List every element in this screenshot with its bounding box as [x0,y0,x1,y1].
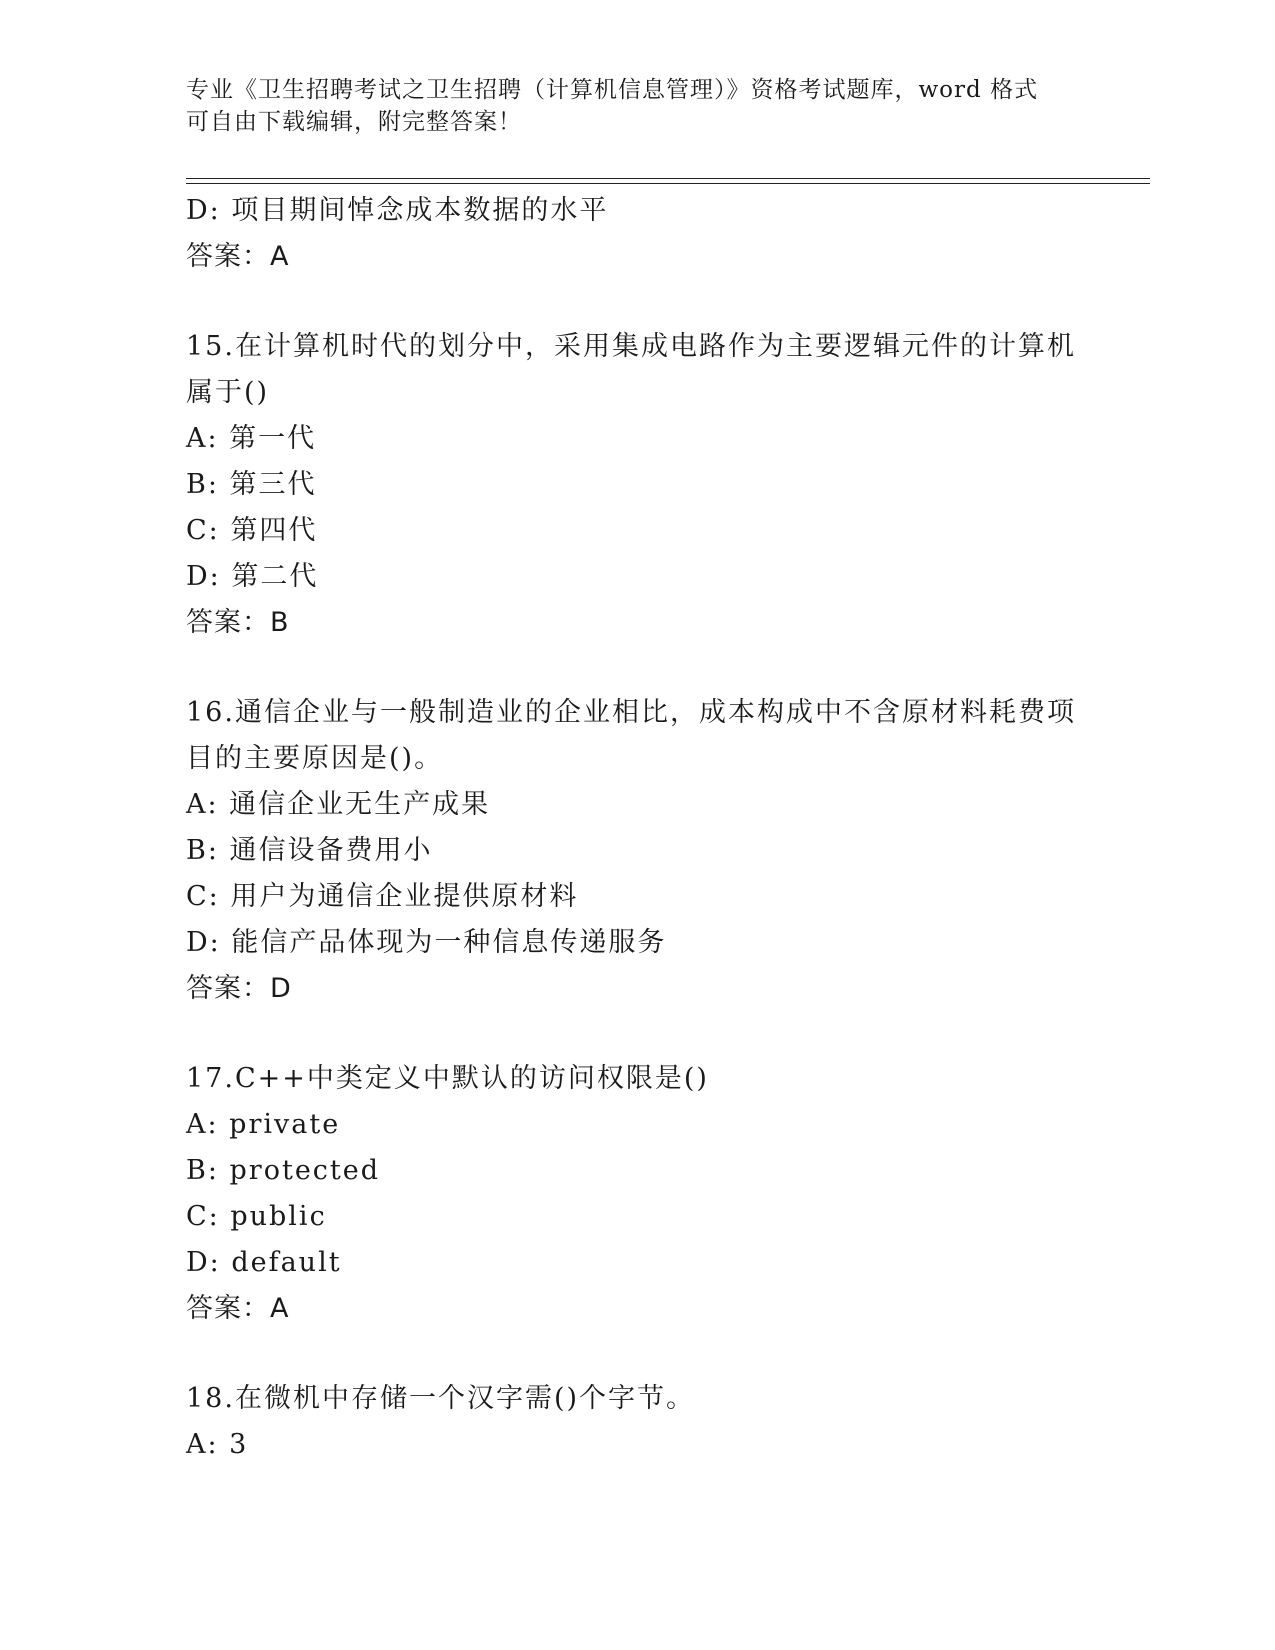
option-b: B: protected [186,1155,381,1186]
option-a: A: 第一代 [186,423,317,454]
question-text: 17.C++中类定义中默认的访问权限是() [186,1063,709,1094]
header-divider-bottom [186,183,1150,184]
option-d: D: 项目期间悼念成本数据的水平 [186,195,609,226]
document-header [186,74,1086,138]
question-text-continued: 属于() [186,377,270,408]
document-body [186,188,1086,1468]
header-divider-top [186,178,1150,179]
header-line-2: 可自由下载编辑，附完整答案！ [186,109,522,135]
option-d: D: 能信产品体现为一种信息传递服务 [186,927,667,958]
option-a: A: 通信企业无生产成果 [186,789,491,820]
option-d: D: default [186,1247,342,1278]
question-18 [186,1376,1086,1468]
question-14-tail [186,188,1086,280]
answer-line: 答案：A [186,241,290,272]
header-line-1: 专业《卫生招聘考试之卫生招聘（计算机信息管理）》资格考试题库，word 格式 [186,77,1039,103]
question-text: 15.在计算机时代的划分中，采用集成电路作为主要逻辑元件的计算机 [186,331,1076,362]
option-a: A: private [186,1109,341,1140]
option-a: A: 3 [186,1429,249,1460]
question-text: 16.通信企业与一般制造业的企业相比，成本构成中不含原材料耗费项 [186,697,1076,728]
option-c: C: 第四代 [186,515,318,546]
option-b: B: 第三代 [186,469,317,500]
option-b: B: 通信设备费用小 [186,835,433,866]
question-17 [186,1056,1086,1332]
answer-line: 答案：D [186,973,292,1004]
option-c: C: 用户为通信企业提供原材料 [186,881,579,912]
question-16 [186,690,1086,1012]
answer-line: 答案：B [186,607,290,638]
question-text: 18.在微机中存储一个汉字需()个字节。 [186,1383,696,1414]
question-text-continued: 目的主要原因是()。 [186,743,444,774]
option-c: C: public [186,1201,327,1232]
option-d: D: 第二代 [186,561,319,592]
answer-line: 答案：A [186,1293,290,1324]
question-15 [186,324,1086,646]
